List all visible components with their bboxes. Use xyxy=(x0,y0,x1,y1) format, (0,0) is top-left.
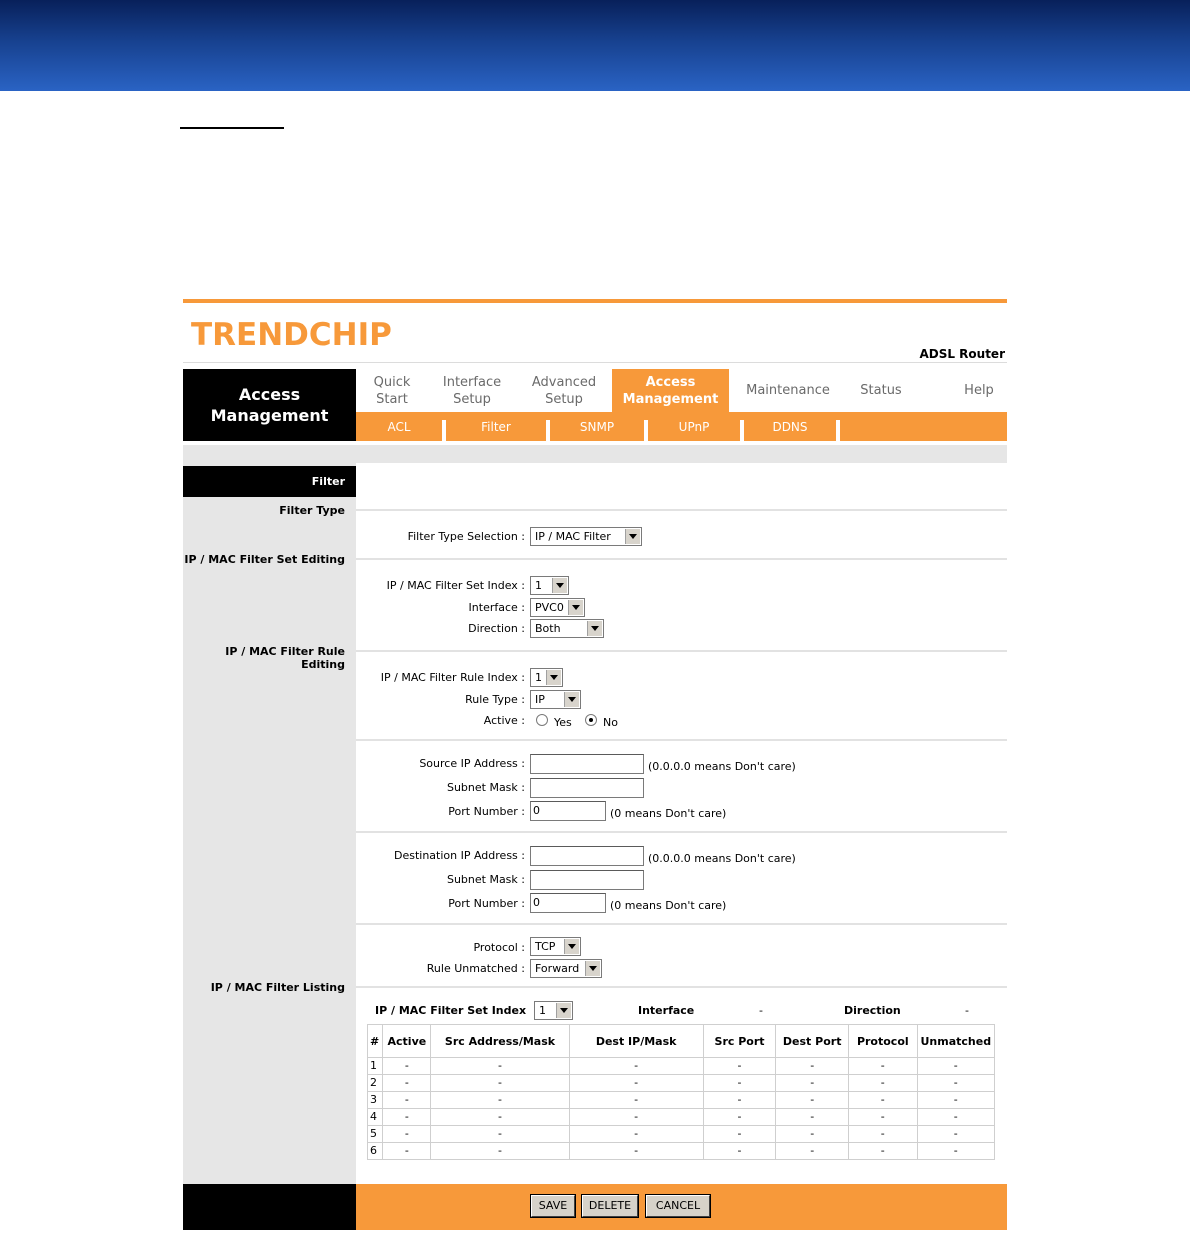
chevron-down-icon xyxy=(564,939,579,954)
select-value: IP / MAC Filter xyxy=(535,530,611,543)
rule-unmatched-label: Rule Unmatched : xyxy=(426,962,525,975)
menu-label-line1: Quick xyxy=(373,375,411,390)
col-src-address: Src Address/Mask xyxy=(431,1025,568,1057)
table-row xyxy=(368,1143,994,1159)
divider xyxy=(356,558,1007,560)
active-yes-label: Yes xyxy=(554,716,572,729)
dest-port-label: Port Number : xyxy=(448,897,525,910)
interface-label: Interface : xyxy=(468,601,525,614)
menu-quick-start[interactable] xyxy=(356,369,428,412)
listing-direction-value: - xyxy=(965,1004,969,1017)
set-index-label: IP / MAC Filter Set Index : xyxy=(386,579,525,592)
listing-interface-label: Interface xyxy=(638,1004,695,1017)
dest-ip-hint: (0.0.0.0 means Don't care) xyxy=(648,852,796,865)
select-value: 1 xyxy=(535,671,542,684)
col-src-port: Src Port xyxy=(704,1025,776,1057)
cell: - xyxy=(918,1075,994,1091)
rule-unmatched-select[interactable] xyxy=(530,959,602,978)
cell: - xyxy=(570,1092,703,1108)
table-row xyxy=(368,1058,994,1074)
product-name: ADSL Router xyxy=(919,347,1005,361)
table-row xyxy=(368,1075,994,1091)
col-dest-ip: Dest IP/Mask xyxy=(570,1025,703,1057)
menu-label-line2: Management xyxy=(622,392,719,407)
logo-divider xyxy=(183,362,1007,363)
cell: - xyxy=(849,1058,917,1074)
col-protocol: Protocol xyxy=(849,1025,917,1057)
menu-help[interactable] xyxy=(951,369,1007,412)
divider xyxy=(356,509,1007,511)
cell: - xyxy=(776,1075,848,1091)
dest-mask-label: Subnet Mask : xyxy=(446,873,525,886)
window-header-bar xyxy=(0,0,1190,91)
chevron-down-icon xyxy=(568,600,583,615)
cell: - xyxy=(431,1092,568,1108)
section-title-line1: Access xyxy=(238,385,301,404)
filter-type-selection-label: Filter Type Selection : xyxy=(407,530,525,543)
menu-advanced-setup[interactable] xyxy=(516,369,612,412)
sub-menu xyxy=(356,412,1007,441)
cell: - xyxy=(849,1109,917,1125)
cell: - xyxy=(383,1143,430,1159)
divider xyxy=(356,739,1007,741)
cell: - xyxy=(776,1092,848,1108)
divider xyxy=(356,831,1007,833)
section-title xyxy=(183,369,356,441)
rule-type-label: Rule Type : xyxy=(465,693,525,706)
cell: - xyxy=(704,1143,776,1159)
table-header-row xyxy=(368,1025,994,1057)
cell: - xyxy=(383,1075,430,1091)
cell: - xyxy=(431,1058,568,1074)
divider xyxy=(356,923,1007,925)
direction-select[interactable] xyxy=(530,619,604,638)
cell: - xyxy=(431,1109,568,1125)
listing-direction-label: Direction xyxy=(844,1004,901,1017)
cell: - xyxy=(918,1143,994,1159)
cell: - xyxy=(918,1058,994,1074)
select-value: 1 xyxy=(535,579,542,592)
col-unmatched: Unmatched xyxy=(918,1025,994,1057)
group-filter-type: Filter Type xyxy=(279,504,345,517)
submenu-upnp[interactable]: UPnP xyxy=(678,420,710,434)
select-value: Both xyxy=(535,622,561,635)
main-menu xyxy=(356,369,1007,412)
rule-index-select[interactable] xyxy=(530,668,563,687)
dest-ip-input[interactable] xyxy=(530,846,644,866)
menu-label-line1: Interface xyxy=(442,375,502,390)
group-rule-editing: IP / MAC Filter Rule Editing xyxy=(225,645,345,671)
select-value: TCP xyxy=(535,940,556,953)
cell: - xyxy=(849,1126,917,1142)
listing-set-index-label: IP / MAC Filter Set Index xyxy=(375,1004,527,1017)
underline-rule xyxy=(180,127,284,129)
footer-left xyxy=(183,1184,356,1230)
cell: - xyxy=(383,1109,430,1125)
listing-set-index-select[interactable] xyxy=(534,1001,573,1020)
cell: - xyxy=(704,1092,776,1108)
group-set-editing: IP / MAC Filter Set Editing xyxy=(184,553,345,566)
cell: - xyxy=(918,1109,994,1125)
cell: - xyxy=(849,1143,917,1159)
set-index-select[interactable] xyxy=(530,576,569,595)
active-yes-radio[interactable] xyxy=(536,714,548,726)
cell: - xyxy=(849,1075,917,1091)
section-title-line2: Management xyxy=(210,406,329,425)
cell: - xyxy=(704,1075,776,1091)
cell: 2 xyxy=(368,1075,382,1091)
rule-type-select[interactable] xyxy=(530,690,581,709)
protocol-label: Protocol : xyxy=(473,941,525,954)
menu-label-line1: Help xyxy=(964,383,994,398)
source-ip-hint: (0.0.0.0 means Don't care) xyxy=(648,760,796,773)
source-port-hint: (0 means Don't care) xyxy=(610,807,727,820)
cell: - xyxy=(776,1126,848,1142)
cell: 3 xyxy=(368,1092,382,1108)
cell: - xyxy=(431,1075,568,1091)
select-value: IP xyxy=(535,693,545,706)
submenu-ddns[interactable]: DDNS xyxy=(772,420,808,434)
cell: 1 xyxy=(368,1058,382,1074)
menu-label-line1: Access xyxy=(645,375,696,390)
divider xyxy=(356,650,1007,652)
left-label-column xyxy=(183,463,356,1184)
rule-index-label: IP / MAC Filter Rule Index : xyxy=(380,671,525,684)
menu-label-line2: Setup xyxy=(545,392,583,407)
source-mask-label: Subnet Mask : xyxy=(446,781,525,794)
submenu-filter[interactable]: Filter xyxy=(481,420,511,434)
select-value: PVC0 xyxy=(535,601,564,614)
table-row xyxy=(368,1126,994,1142)
submenu-acl[interactable]: ACL xyxy=(387,420,411,434)
cell: - xyxy=(849,1092,917,1108)
submenu-snmp[interactable]: SNMP xyxy=(579,420,615,434)
table-row xyxy=(368,1109,994,1125)
cell: - xyxy=(704,1109,776,1125)
table-row xyxy=(368,1092,994,1108)
active-label: Active : xyxy=(483,714,525,727)
cell: - xyxy=(776,1143,848,1159)
source-ip-label: Source IP Address : xyxy=(419,757,525,770)
menu-access-management[interactable] xyxy=(612,369,729,412)
chevron-down-icon xyxy=(587,621,602,636)
cell: - xyxy=(704,1058,776,1074)
source-ip-input[interactable] xyxy=(530,754,644,774)
cell: - xyxy=(918,1126,994,1142)
cell: - xyxy=(570,1109,703,1125)
menu-label-line1: Advanced xyxy=(531,375,597,390)
cell: - xyxy=(383,1058,430,1074)
cell: - xyxy=(570,1126,703,1142)
cell: - xyxy=(570,1143,703,1159)
source-mask-input[interactable] xyxy=(530,778,644,798)
cancel-button[interactable]: CANCEL xyxy=(646,1195,710,1217)
source-port-label: Port Number : xyxy=(448,805,525,818)
menu-interface-setup[interactable] xyxy=(428,369,516,412)
menu-label-line1: Maintenance xyxy=(746,383,830,398)
menu-label-line1: Status xyxy=(860,383,902,398)
source-port-input[interactable]: 0 xyxy=(530,801,606,821)
active-no-label: No xyxy=(603,716,618,729)
chevron-down-icon xyxy=(552,578,567,593)
page-title: Filter xyxy=(183,466,356,497)
protocol-select[interactable] xyxy=(530,937,581,956)
cell: - xyxy=(776,1058,848,1074)
interface-select[interactable] xyxy=(530,598,585,617)
col-dest-port: Dest Port xyxy=(776,1025,848,1057)
menu-status[interactable] xyxy=(847,369,915,412)
col-number: # xyxy=(368,1025,382,1057)
select-value: 1 xyxy=(539,1004,546,1017)
cell: 6 xyxy=(368,1143,382,1159)
group-listing: IP / MAC Filter Listing xyxy=(210,981,345,994)
orange-top-rule xyxy=(183,299,1007,303)
chevron-down-icon xyxy=(585,961,600,976)
menu-label-line2: Start xyxy=(376,392,408,407)
cell: - xyxy=(431,1143,568,1159)
dest-mask-input[interactable] xyxy=(530,870,644,890)
delete-button[interactable]: DELETE xyxy=(582,1195,638,1217)
cell: 4 xyxy=(368,1109,382,1125)
active-no-radio[interactable] xyxy=(585,714,597,726)
cell: - xyxy=(383,1126,430,1142)
menu-maintenance[interactable] xyxy=(729,369,847,412)
brand-logo: TRENDCHIP xyxy=(191,317,392,353)
chevron-down-icon xyxy=(564,692,579,707)
divider xyxy=(356,986,1007,988)
cell: 5 xyxy=(368,1126,382,1142)
save-button[interactable]: SAVE xyxy=(531,1195,575,1217)
cell: - xyxy=(570,1058,703,1074)
dest-port-hint: (0 means Don't care) xyxy=(610,899,727,912)
filter-listing-table xyxy=(367,1024,995,1160)
filter-type-select[interactable] xyxy=(530,527,642,546)
cell: - xyxy=(776,1109,848,1125)
dest-ip-label: Destination IP Address : xyxy=(393,849,525,862)
chevron-down-icon xyxy=(546,670,561,685)
cell: - xyxy=(704,1126,776,1142)
chevron-down-icon xyxy=(625,529,640,544)
chevron-down-icon xyxy=(556,1003,571,1018)
router-admin-frame xyxy=(183,299,1007,1230)
submenu-separator xyxy=(836,420,840,441)
cell: - xyxy=(570,1075,703,1091)
listing-interface-value: - xyxy=(759,1004,763,1017)
select-value: Forward xyxy=(535,962,580,975)
direction-label: Direction : xyxy=(468,622,525,635)
cell: - xyxy=(383,1092,430,1108)
dest-port-input[interactable]: 0 xyxy=(530,893,606,913)
col-active: Active xyxy=(383,1025,430,1057)
grey-spacer-strip xyxy=(183,445,1007,463)
menu-label-line2: Setup xyxy=(453,392,491,407)
cell: - xyxy=(431,1126,568,1142)
cell: - xyxy=(918,1092,994,1108)
